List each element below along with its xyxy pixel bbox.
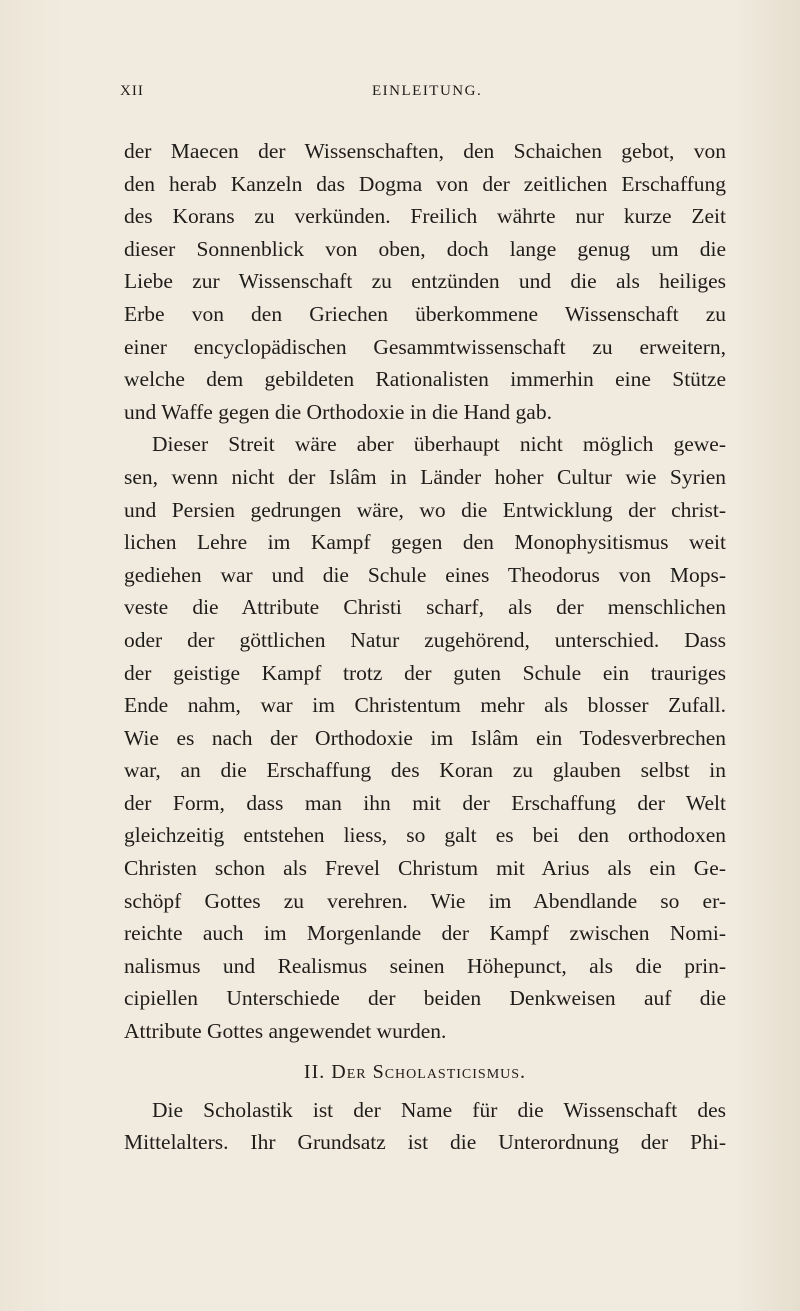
text-line: der geistige Kampf trotz der guten Schule ein trauriges — [124, 660, 726, 685]
section-heading — [124, 1052, 726, 1092]
text-line: oder der göttlichen Natur zugehörend, unterschied. Dass — [124, 627, 726, 652]
text-line: nalismus und Realismus seinen Höhepunct, als die prin- — [124, 953, 726, 978]
text-line: Die Scholastik ist der Name für die Wissenschaft des — [152, 1097, 726, 1122]
text-line: der Form, dass man ihn mit der Erschaffung der Welt — [124, 790, 726, 815]
paragraph-1 — [124, 135, 726, 428]
text-line: cipiellen Unterschiede der beiden Denkweisen auf die — [124, 986, 726, 1011]
text-line: Liebe zur Wissenschaft zu entzünden und die als heiliges — [124, 269, 726, 294]
text-line: gediehen war und die Schule eines Theodorus von Mops- — [124, 562, 726, 587]
text-line: schöpf Gottes zu verehren. Wie im Abendlande so er- — [124, 888, 726, 913]
page-number: XII — [120, 83, 144, 99]
text-line: und Persien gedrungen wäre, wo die Entwicklung der christ- — [124, 497, 726, 522]
text-line: Christen schon als Frevel Christum mit Arius als ein Ge- — [124, 856, 726, 881]
text-line: Erbe von den Griechen überkommene Wissenschaft zu — [124, 301, 726, 326]
text-line: war, an die Erschaffung des Koran zu glauben selbst in — [124, 758, 726, 783]
text-line: sen, wenn nicht der Islâm in Länder hoher Cultur wie Syrien — [124, 464, 726, 489]
body-text — [124, 135, 726, 1159]
paragraph-3 — [124, 1094, 726, 1159]
text-line: der Maecen der Wissenschaften, den Schaichen gebot, von — [124, 139, 726, 163]
text-line: des Korans zu verkünden. Freilich währte nur kurze Zeit — [124, 204, 726, 229]
text-line: reichte auch im Morgenlande der Kampf zwischen Nomi- — [124, 921, 726, 946]
text-line: einer encyclopädischen Gesammtwissenschaft zu erweitern, — [124, 334, 726, 359]
text-line: und Waffe gegen die Orthodoxie in die Hand gab. — [124, 399, 552, 424]
text-line: lichen Lehre im Kampf gegen den Monophysitismus weit — [124, 530, 726, 555]
text-line: dieser Sonnenblick von oben, doch lange genug um die — [124, 236, 726, 261]
text-line: Mittelalters. Ihr Grundsatz ist die Unterordnung der Phi- — [124, 1130, 726, 1155]
text-line: Wie es nach der Orthodoxie im Islâm ein Todesverbrechen — [124, 725, 726, 750]
running-head — [120, 83, 720, 105]
text-line: Attribute Gottes angewendet wurden. — [124, 1019, 447, 1044]
section-number: II. — [303, 1060, 326, 1083]
text-line: welche dem gebildeten Rationalisten immerhin eine Stütze — [124, 367, 726, 392]
text-line: veste die Attribute Christi scharf, als der menschlichen — [124, 595, 726, 620]
running-title: EINLEITUNG. — [372, 83, 483, 99]
text-line: den herab Kanzeln das Dogma von der zeitlichen Erschaffung — [124, 171, 726, 196]
text-line: Dieser Streit wäre aber überhaupt nicht möglich gewe- — [152, 432, 726, 457]
section-title: Der Scholasticismus. — [331, 1060, 527, 1083]
text-line: gleichzeitig entstehen liess, so galt es bei den orthodoxen — [124, 823, 726, 848]
paragraph-2 — [124, 428, 726, 1047]
text-line: Ende nahm, war im Christentum mehr als blosser Zufall. — [124, 693, 726, 718]
